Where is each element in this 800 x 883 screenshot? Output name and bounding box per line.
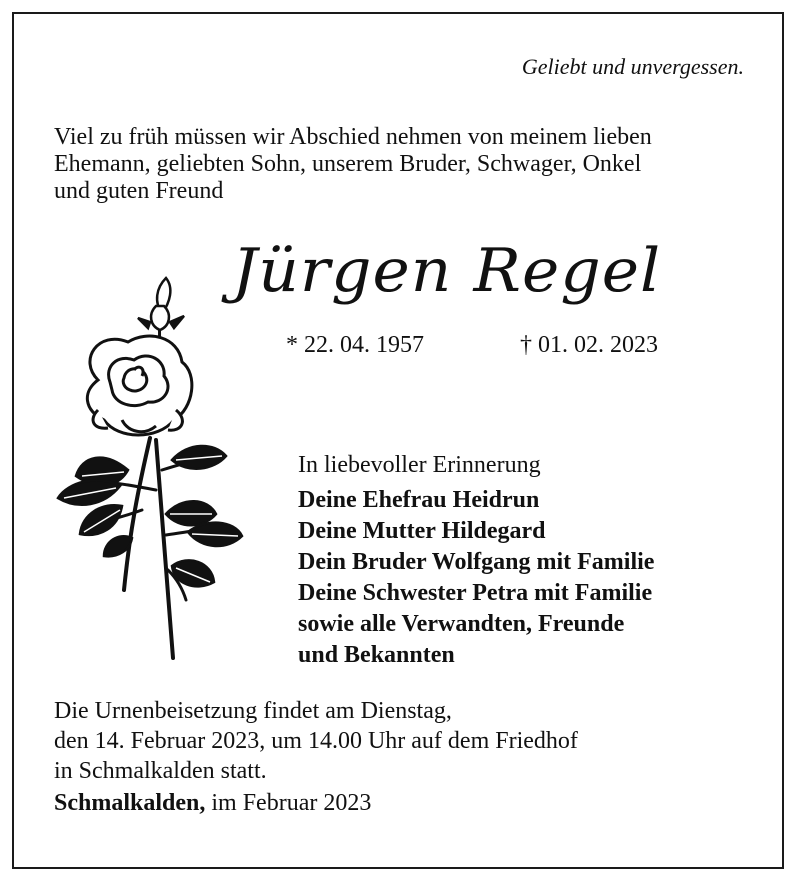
birth-date: * 22. 04. 1957 (286, 332, 424, 358)
mourner-entry: Deine Mutter Hildegard (298, 518, 546, 544)
death-date: † 01. 02. 2023 (520, 332, 658, 358)
deceased-name: Jürgen Regel (232, 236, 662, 306)
funeral-line: in Schmalkalden statt. (54, 758, 267, 784)
mourner-entry: Deine Ehefrau Heidrun (298, 487, 540, 513)
mourner-entry: und Bekannten (298, 642, 455, 668)
place-name: Schmalkalden, (54, 790, 206, 816)
intro-line: und guten Freund (54, 178, 224, 204)
closing-date: im Februar 2023 (211, 790, 372, 816)
funeral-line: Die Urnenbeisetzung findet am Dienstag, (54, 698, 452, 724)
mourner-entry: Dein Bruder Wolfgang mit Familie (298, 549, 655, 575)
place-date (54, 790, 371, 817)
intro-line: Ehemann, geliebten Sohn, unserem Bruder, Schwager, Onkel (54, 151, 642, 177)
intro-line: Viel zu früh müssen wir Abschied nehmen von meinem lieben (54, 124, 652, 150)
mourners-list (298, 485, 654, 671)
mourner-entry: sowie alle Verwandten, Freunde (298, 611, 625, 637)
funeral-info (54, 696, 578, 786)
motto: Geliebt und unvergessen. (521, 54, 744, 79)
funeral-line: den 14. Februar 2023, um 14.00 Uhr auf dem Friedhof (54, 728, 578, 754)
rose-icon (38, 270, 248, 665)
intro-text (54, 124, 652, 205)
memory-line: In liebevoller Erinnerung (298, 452, 541, 478)
mourner-entry: Deine Schwester Petra mit Familie (298, 580, 653, 606)
